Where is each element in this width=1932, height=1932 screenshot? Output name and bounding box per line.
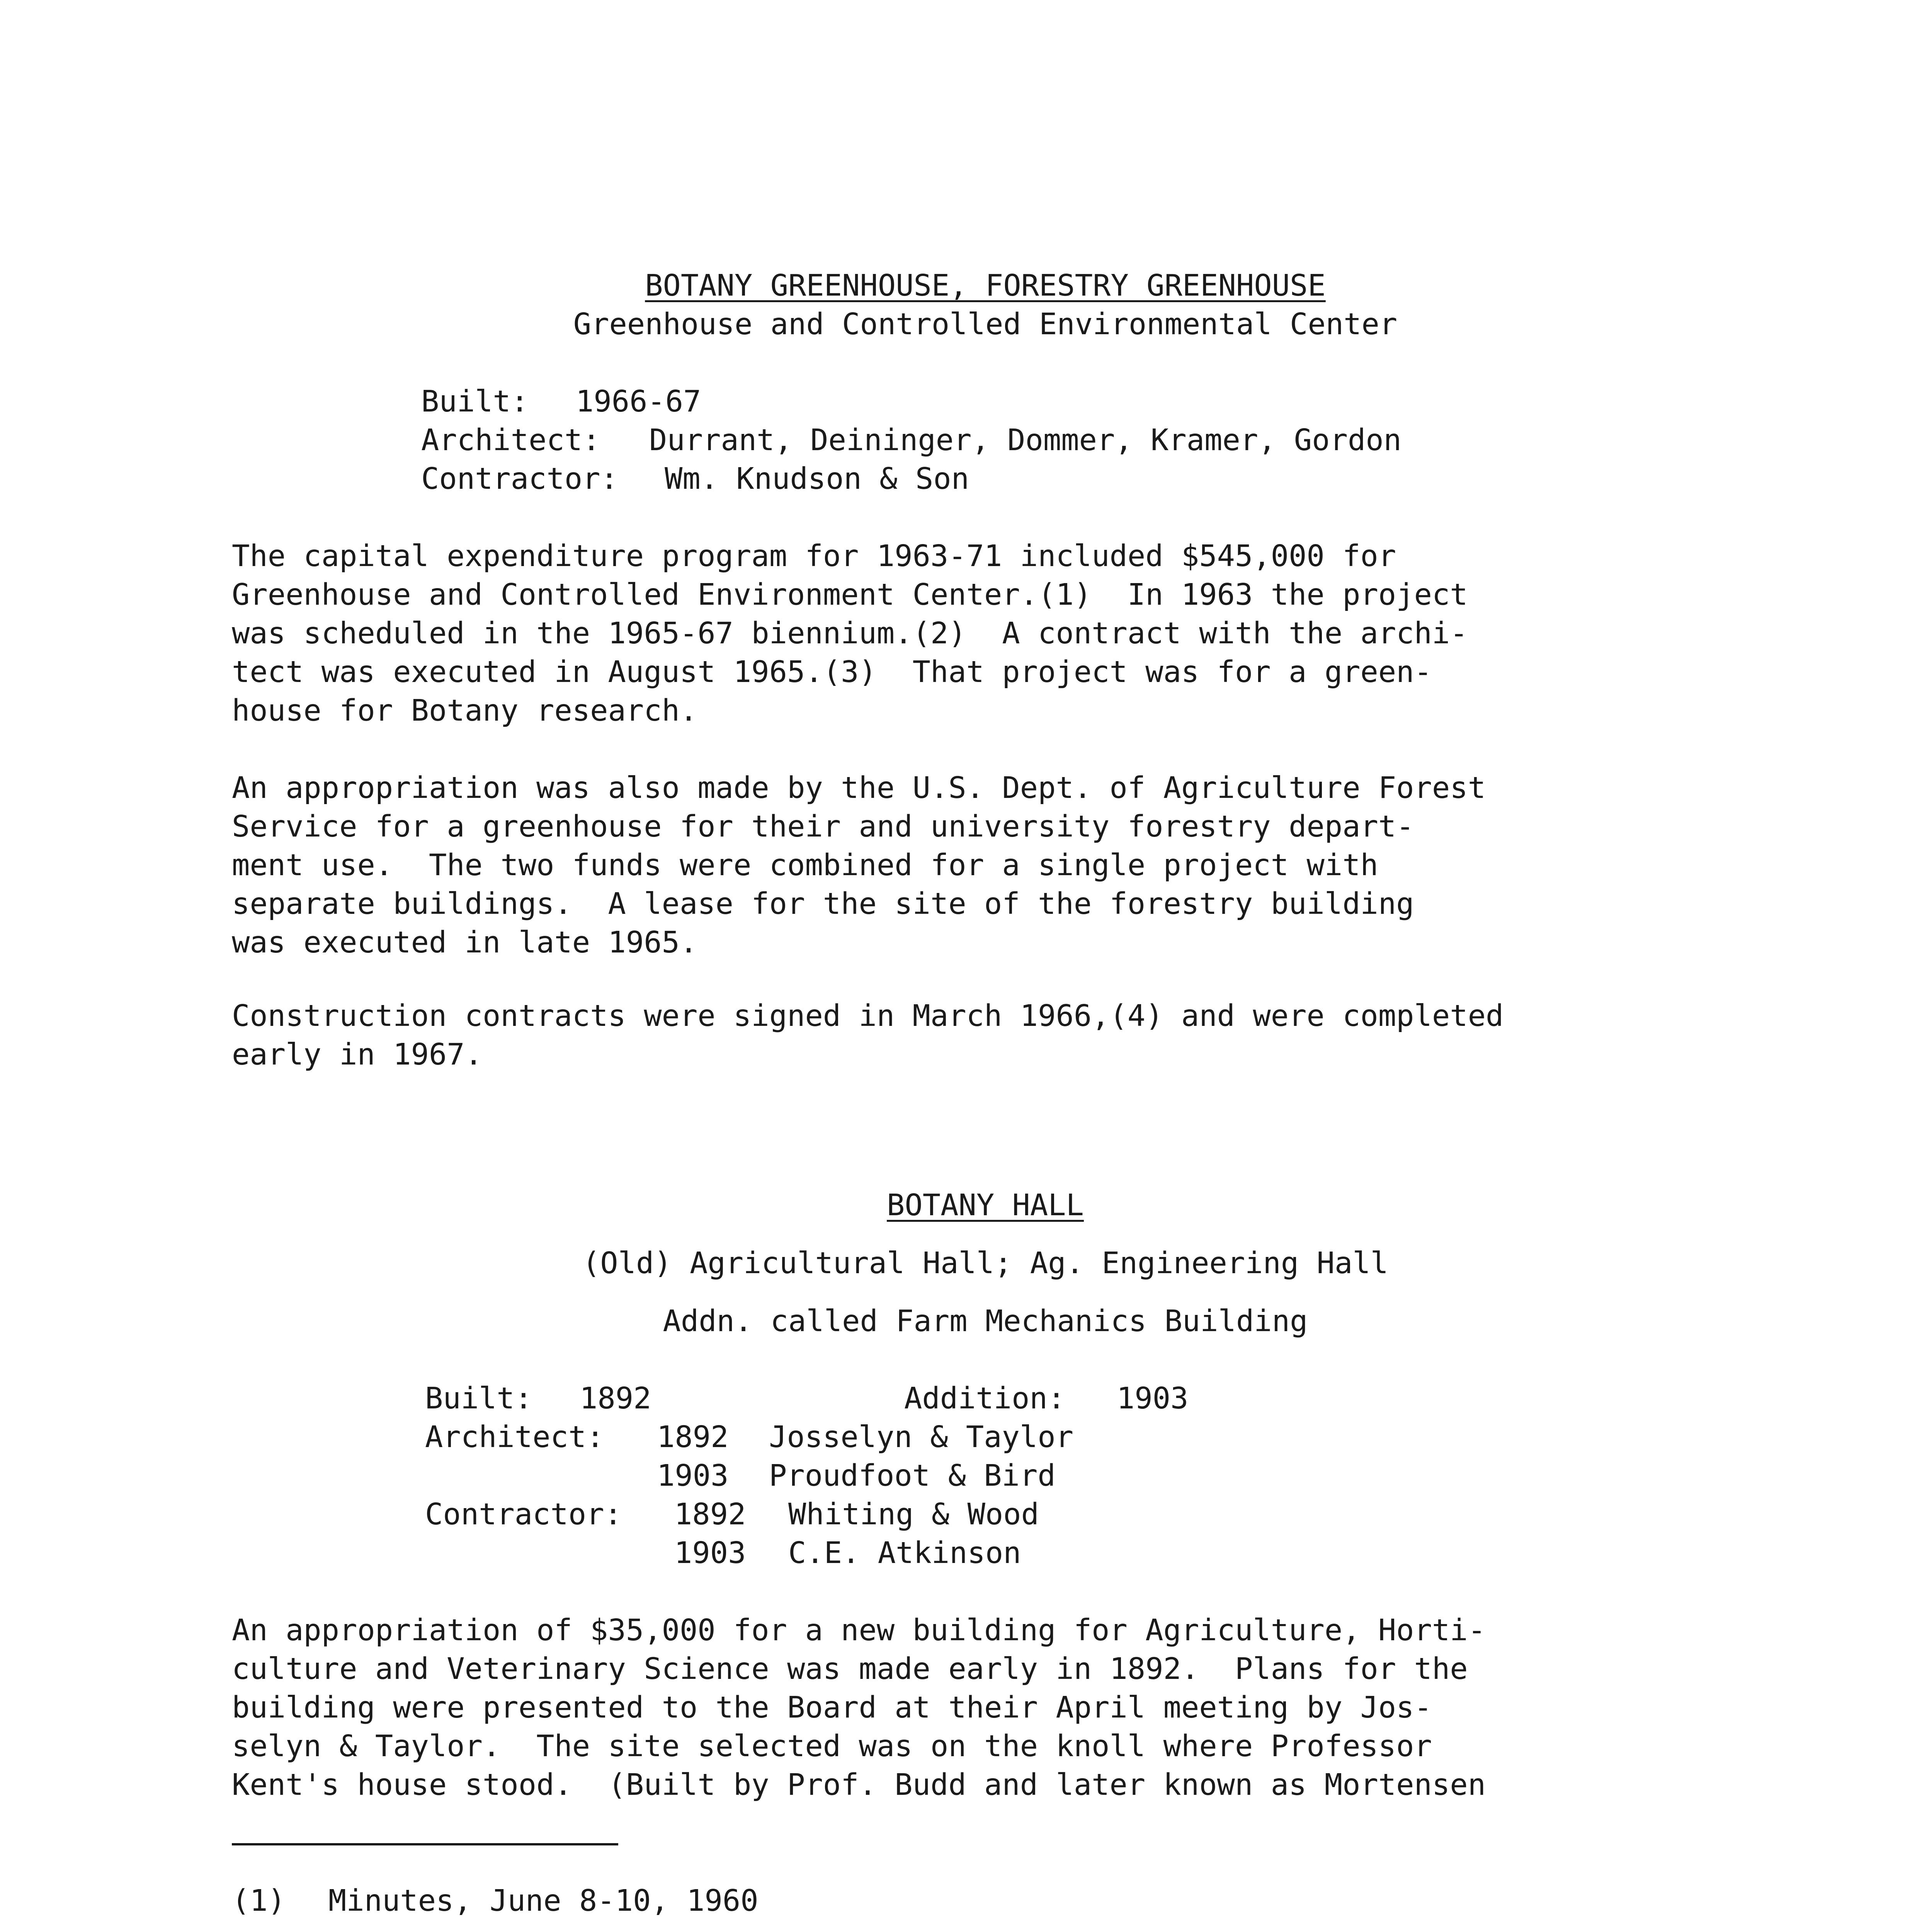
section1-para2-line: An appropriation was also made by the U.S. Dept. of Agriculture Forest — [232, 771, 1486, 805]
section2-para1-line: culture and Veterinary Science was made early in 1892. Plans for the — [232, 1652, 1468, 1686]
section1-architect-label: Architect: — [421, 423, 600, 457]
footnote-number: (1) — [232, 1884, 286, 1918]
section1-para2-line: Service for a greenhouse for their and university forestry depart- — [232, 810, 1414, 844]
section1-para1-line: Greenhouse and Controlled Environment Center.(1) In 1963 the project — [232, 578, 1468, 612]
section1-built-label: Built: — [421, 384, 529, 419]
section1-para2-line: ment use. The two funds were combined for a single project with — [232, 848, 1378, 883]
section1-para1-line: was scheduled in the 1965-67 biennium.(2) A contract with the archi- — [232, 616, 1468, 651]
footnote-separator — [232, 1843, 618, 1845]
section1-para2-line: was executed in late 1965. — [232, 925, 698, 960]
section2-architect-year2: 1903 — [657, 1459, 729, 1493]
section2-subtitle1: (Old) Agricultural Hall; Ag. Engineering Hall — [582, 1246, 1389, 1281]
section2-subtitle2: Addn. called Farm Mechanics Building — [663, 1304, 1308, 1338]
section1-built-value: 1966-67 — [576, 384, 701, 419]
section2-para1-line: An appropriation of $35,000 for a new building for Agriculture, Horti- — [232, 1613, 1486, 1648]
section2-built-label: Built: — [425, 1381, 533, 1416]
section2-architect-name2: Proudfoot & Bird — [769, 1459, 1056, 1493]
section1-para1-line: tect was executed in August 1965.(3) That project was for a green- — [232, 655, 1432, 689]
section1-architect-value: Durrant, Deininger, Dommer, Kramer, Gordon — [649, 423, 1402, 457]
section2-para1-line: Kent's house stood. (Built by Prof. Budd and later known as Mortensen — [232, 1768, 1486, 1802]
section1-para2-line: separate buildings. A lease for the site of the forestry building — [232, 887, 1414, 921]
section2-contractor-name2: C.E. Atkinson — [788, 1536, 1021, 1570]
section1-contractor-value: Wm. Knudson & Son — [665, 462, 969, 496]
section2-para1-line: selyn & Taylor. The site selected was on the knoll where Professor — [232, 1729, 1432, 1764]
section2-architect-label: Architect: — [425, 1420, 604, 1454]
section1-para1-line: The capital expenditure program for 1963-71 included $545,000 for — [232, 539, 1396, 573]
section1-para3-line: Construction contracts were signed in March 1966,(4) and were completed — [232, 999, 1504, 1033]
section1-subtitle: Greenhouse and Controlled Environmental Center — [573, 307, 1398, 342]
section2-built-value: 1892 — [580, 1381, 651, 1416]
section2-contractor-label: Contractor: — [425, 1497, 622, 1532]
section2-architect-name1: Josselyn & Taylor — [769, 1420, 1074, 1454]
section2-contractor-year2: 1903 — [674, 1536, 746, 1570]
section2-contractor-name1: Whiting & Wood — [788, 1497, 1039, 1532]
section1-contractor-label: Contractor: — [421, 462, 618, 496]
section2-title: BOTANY HALL — [887, 1188, 1084, 1223]
section2-contractor-year1: 1892 — [674, 1497, 746, 1532]
section2-addition-label: Addition: — [904, 1381, 1066, 1416]
section2-para1-line: building were presented to the Board at their April meeting by Jos- — [232, 1690, 1432, 1725]
section1-para3-line: early in 1967. — [232, 1037, 483, 1072]
section2-architect-year1: 1892 — [657, 1420, 729, 1454]
section2-addition-value: 1903 — [1117, 1381, 1189, 1416]
footnote-text: Minutes, June 8-10, 1960 — [328, 1884, 759, 1918]
section1-title: BOTANY GREENHOUSE, FORESTRY GREENHOUSE — [645, 269, 1326, 303]
section1-para1-line: house for Botany research. — [232, 694, 698, 728]
